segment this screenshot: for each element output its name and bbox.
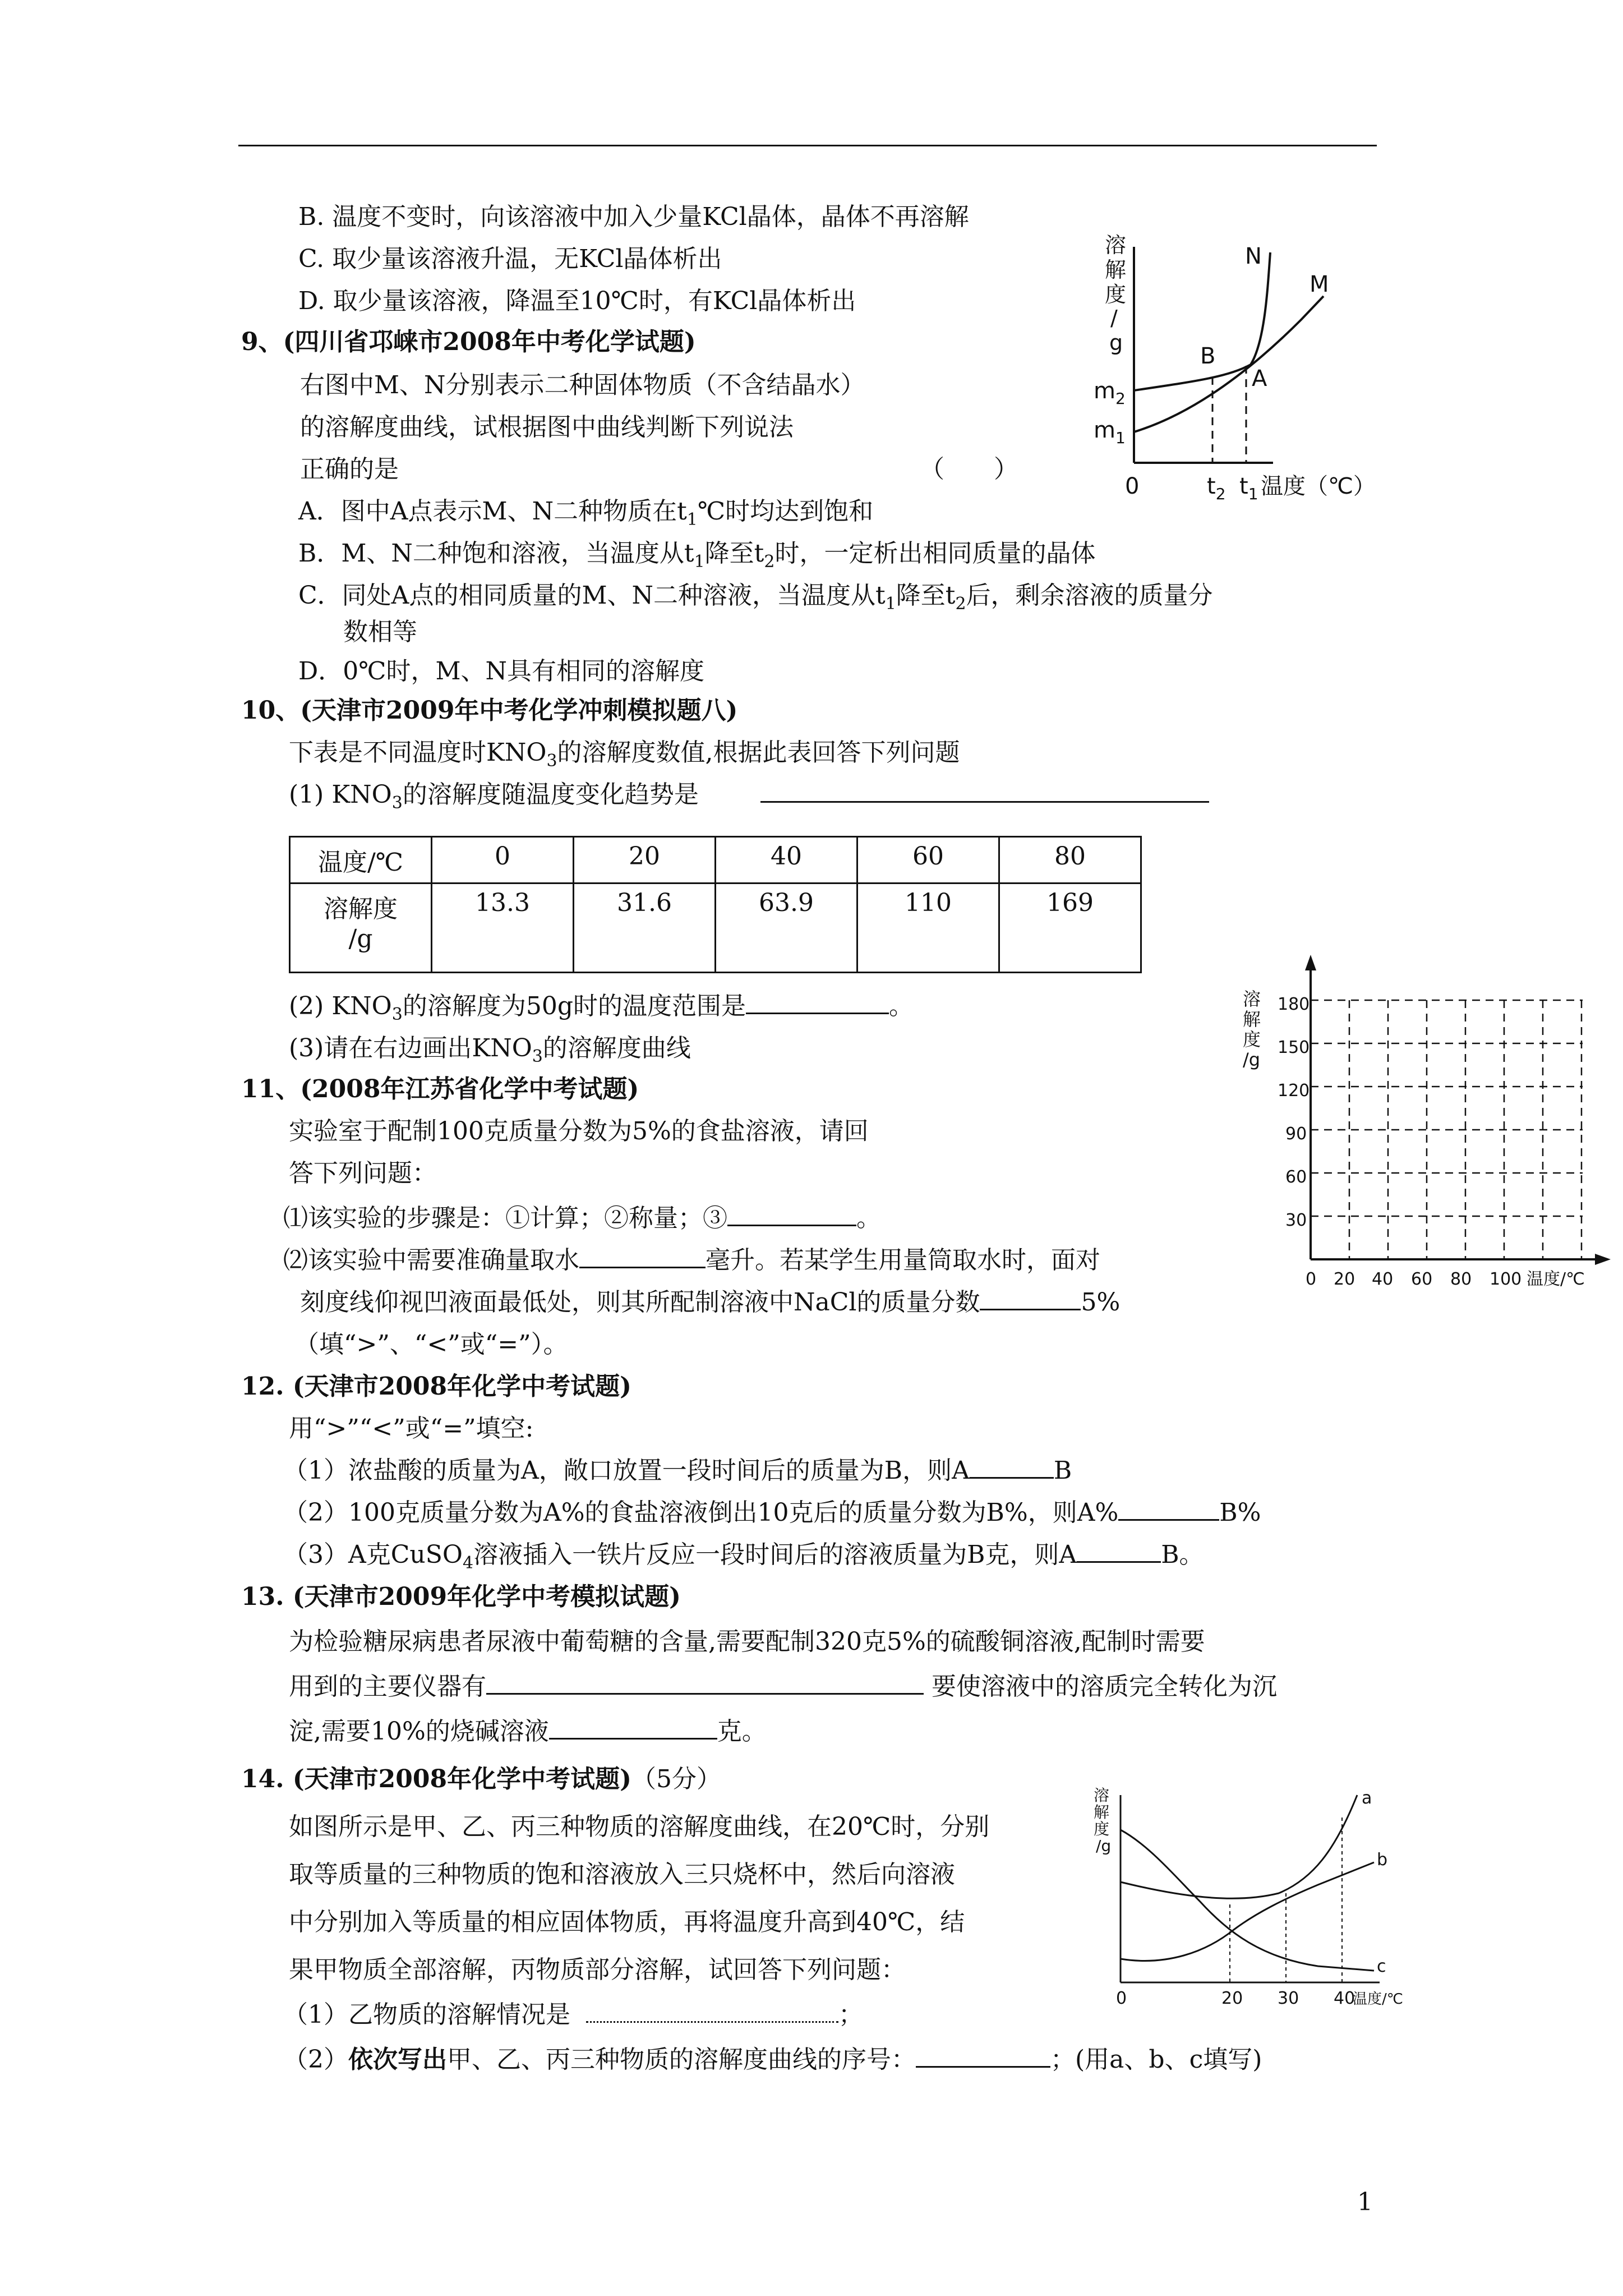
q9-option-b: B．M、N二种饱和溶液，当温度从$t_1$降至$t_2$时，一定析出相同质量的晶体 [298,539,1096,572]
q8-option-d: D. 取少量该溶液，降温至10℃时，有KCl晶体析出 [298,287,856,315]
q14-part2: （2）依次写出甲、乙、丙三种物质的溶解度曲线的序号： ；(用a、b、c填写) [283,2042,1262,2078]
q12-part2: （2）100克质量分数为A%的食盐溶液倒出10克后的质量分数为B%，则A% B% [283,1495,1261,1531]
q10-grid-ytick: 180 [1278,995,1310,1014]
table-cell: 80 [999,837,1141,884]
q14-label-b: b [1377,1850,1388,1870]
q13-line3: 淀,需要10%的烧碱溶液 克。 [289,1714,767,1750]
table-cell: 60 [857,837,999,884]
q10-grid-xtick: 40 [1372,1269,1394,1289]
q9-option-a: A．图中A点表示M、N二种物质在$t_1℃$时均达到饱和 [298,497,874,530]
q8-option-c: C. 取少量该溶液升温，无KCl晶体析出 [298,245,722,273]
q14-xlabel: 温度/℃ [1353,1991,1403,2008]
table-row [290,837,1141,884]
q13-line1: 为检验糖尿病患者尿液中葡萄糖的含量,需要配制320克5%的硫酸铜溶液,配制时需要 [289,1627,1205,1656]
q14-part2-blank[interactable] [916,2042,1050,2068]
q14-stem-line2: 取等质量的三种物质的饱和溶液放入三只烧杯中，然后向溶液 [289,1860,955,1889]
q14-xtick: 30 [1278,1989,1299,2008]
q8-option-b: B. 温度不变时，向该溶液中加入少量KCl晶体，晶体不再溶解 [298,203,969,231]
q9-ylabel-char-2: 解 [1105,257,1127,282]
q10-grid-ytick: 60 [1285,1167,1307,1187]
table-cell: 169 [999,884,1141,973]
q9-stem-line1: 右图中M、N分别表示二种固体物质（不含结晶水） [300,371,865,399]
q10-grid-ytick: 30 [1285,1211,1307,1230]
q9-curve-n [1134,252,1270,390]
q12-part1-blank[interactable] [970,1453,1054,1479]
q10-grid-ylabel-char-3: 度 [1243,1029,1261,1050]
q13-header: 13. (天津市2009年化学中考模拟试题) [241,1582,681,1611]
q10-answer-grid [1239,954,1615,1301]
table-row [290,884,1141,973]
q9-label-m: M [1310,272,1329,297]
q9-option-c: C．同处A点的相同质量的M、N二种溶液，当温度从$t_1$降至$t_2$后，剩余溶液的质量分 [298,581,1213,614]
q12-part2-blank[interactable] [1118,1496,1219,1521]
table-cell: 63.9 [716,884,857,973]
q10-header: 10、(天津市2009年中考化学冲刺模拟题八) [241,696,738,725]
table-cell: 13.3 [432,884,574,973]
q14-ylabel-char-1: 溶 [1094,1786,1110,1805]
q14-part1: （1）乙物质的溶解情况是 ； [283,1997,863,2033]
table-cell: 20 [574,837,716,884]
q10-grid-y-arrow [1305,955,1316,970]
q10-grid-ylabel-char-4: /g [1243,1049,1261,1070]
q11-part2-blank[interactable] [579,1243,706,1268]
table-cell: 31.6 [574,884,716,973]
q14-header: 14. (天津市2008年化学中考试题)（5分） [241,1765,721,1793]
q14-curve-c [1121,1830,1374,1971]
q10-grid-ylabel-char-2: 解 [1243,1009,1261,1030]
q10-grid-x-arrow [1595,1254,1611,1265]
q10-grid-xlabel: 温度/℃ [1527,1269,1585,1289]
q11-part2-cont: 刻度线仰视凹液面最低处，则其所配制溶液中NaCl的质量分数 5% [300,1285,1120,1320]
kno3-solubility-table [289,836,1142,973]
table-cell: 110 [857,884,999,973]
q9-label-a: A [1252,366,1267,392]
q14-xtick: 20 [1221,1989,1243,2008]
q10-grid-xtick: 80 [1450,1269,1472,1289]
q14-stem-line3: 中分别加入等质量的相应固体物质，再将温度升高到40℃，结 [289,1908,965,1936]
q9-option-c-cont: 数相等 [343,618,417,646]
q11-stem-line1: 实验室于配制100克质量分数为5%的食盐溶液，请回 [289,1117,869,1145]
q9-answer-paren: （ ） [920,455,1018,484]
q9-label-n: N [1245,243,1262,269]
q14-stem-line4: 果甲物质全部溶解，丙物质部分溶解，试回答下列问题： [289,1955,906,1984]
q9-label-m2: $m_2$ [1094,378,1126,408]
q9-ylabel-char-3: 度 [1105,282,1127,307]
q10-grid-ylabel-char-1: 溶 [1243,988,1261,1010]
page-number: 1 [1357,2188,1373,2216]
q10-grid-ytick: 120 [1278,1081,1310,1101]
q12-stem: 用“>”“<”或“=”填空: [289,1414,534,1443]
q9-label-b: B [1200,343,1216,369]
q13-instruments-blank[interactable] [486,1669,924,1695]
q10-stem: 下表是不同温度时$KNO_3$的溶解度数值,根据此表回答下列问题 [289,738,960,771]
q12-part3-blank[interactable] [1077,1538,1161,1563]
q10-grid-xtick: 100 [1490,1269,1522,1289]
q14-label-a: a [1362,1788,1372,1808]
q10-part2: (2) $KNO_3$的溶解度为50g时的温度范围是 。 [289,988,914,1024]
q11-part2-compare-blank[interactable] [980,1285,1081,1310]
q11-header: 11、(2008年江苏省化学中考试题) [241,1075,639,1103]
q10-part3: (3)请在右边画出$KNO_3$的溶解度曲线 [289,1034,691,1066]
table-cell: 0 [432,837,574,884]
q11-part1-blank[interactable] [727,1201,856,1226]
q9-option-d: D．0℃时，M、N具有相同的溶解度 [298,657,705,685]
q9-label-t1: $t_1$ [1239,473,1258,503]
q9-stem-line3: 正确的是 [300,455,399,484]
q14-stem-line1: 如图所示是甲、乙、丙三种物质的溶解度曲线，在20℃时，分别 [289,1812,990,1841]
q9-label-t2: $t_2$ [1207,473,1226,503]
q14-curve-b [1121,1862,1374,1961]
q10-part1: (1) $KNO_3$的溶解度随温度变化趋势是 [289,777,1209,813]
q9-label-m1: $m_1$ [1094,417,1126,447]
header-rule [238,145,1377,146]
q14-ylabel-char-3: 度 [1094,1820,1110,1838]
q11-part2-note: （填“>”、“<”或“=”）。 [294,1330,568,1359]
q10-part2-blank[interactable] [746,989,889,1014]
q10-grid-xtick: 20 [1334,1269,1355,1289]
q9-ylabel-char-4: / [1110,306,1118,330]
q14-xtick: 0 [1116,1989,1127,2008]
q10-grid-ytick: 90 [1285,1124,1307,1144]
q11-part2: ⑵该实验中需要准确量取水 毫升。若某学生用量筒取水时，面对 [283,1243,1100,1278]
q10-grid-xtick: 0 [1306,1269,1317,1289]
q9-xlabel: 温度（℃） [1261,473,1376,499]
q11-stem-line2: 答下列问题： [289,1159,437,1188]
q14-xtick: 40 [1334,1989,1355,2008]
q9-solubility-graph [1088,230,1402,510]
q9-stem-line2: 的溶解度曲线，试根据图中曲线判断下列说法 [300,413,794,441]
q9-label-origin: 0 [1125,473,1140,499]
q13-line2: 用到的主要仪器有 要使溶液中的溶质完全转化为沉 [289,1669,1277,1705]
q13-mass-blank[interactable] [549,1714,717,1740]
q10-grid-ytick: 150 [1278,1038,1310,1057]
table-row-label: 溶解度 /g [290,884,432,973]
q9-header: 9、(四川省邛崃市2008年中考化学试题) [241,328,696,356]
q10-grid-xtick: 60 [1411,1269,1433,1289]
q12-part1: （1）浓盐酸的质量为A，敞口放置一段时间后的质量为B，则A B [283,1453,1072,1489]
q10-part1-blank[interactable] [760,777,1209,803]
q11-part1: ⑴该实验的步骤是：①计算；②称量；③ 。 [283,1200,881,1236]
q14-solubility-graph [1094,1784,1408,2008]
q12-part3: （3）A克CuSO$_4$溶液插入一铁片反应一段时间后的溶液质量为B克，则A B。 [283,1537,1204,1573]
q14-ylabel-char-2: 解 [1094,1803,1110,1821]
table-cell: 40 [716,837,857,884]
q9-ylabel-char-5: g [1109,330,1123,355]
q14-part1-blank[interactable] [586,1998,838,2023]
q14-label-c: c [1377,1957,1386,1976]
table-header-label: 温度/℃ [290,837,432,884]
q9-curve-m [1134,296,1324,432]
q14-ylabel-char-4: /g [1096,1837,1112,1855]
q9-ylabel-char-1: 溶 [1105,233,1127,257]
q12-header: 12. (天津市2008年化学中考试题) [241,1372,631,1401]
